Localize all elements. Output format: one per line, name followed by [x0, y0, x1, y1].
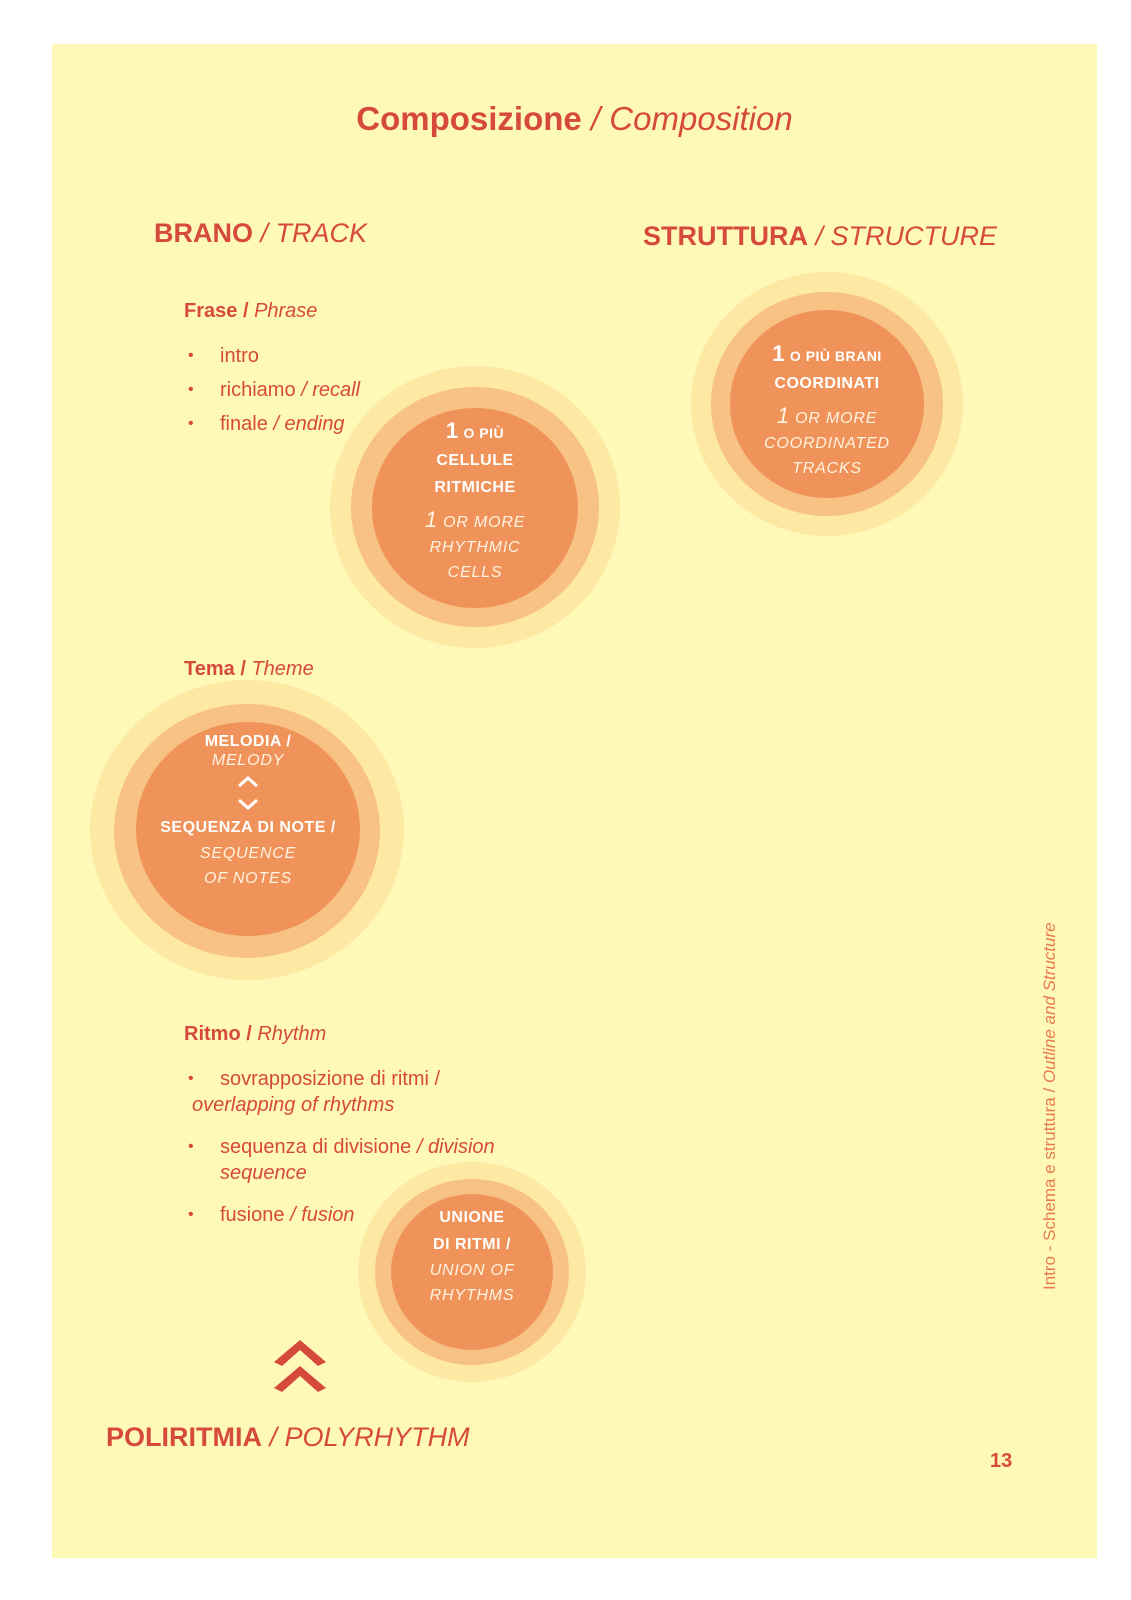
list-item: • richiamo / recall	[184, 377, 360, 403]
page: Composizione / Composition BRANO / TRACK STRUTTURA / STRUCTURE Frase / Phrase • intro • richiamo / recall • finale / ending 1 O PIÙ CELLULE RITMICHE 1 OR MORE RHYTHMIC CELLS 1 O PIÙ BRANI COORDINATI 1 OR MORE COORDINATED TRACKS Tema / Theme MELODIA / MELODY SEQUENZA DI NOTE / SEQUENCE OF NOTES Ritmo / Rhythm • sovrapposizione di ritmi / overlapping of rhythms • sequenza di divisione / division sequence • fusione / fusion UNIONE DI RITMI / UNION OF RHYTHMS POLIRITMIA / POLYRHYTHM	[52, 44, 1097, 1558]
heading-poliritmia: POLIRITMIA / POLYRHYTHM	[106, 1422, 470, 1452]
frase-list	[184, 343, 360, 445]
list-item: • sequenza di divisione / division sequence	[184, 1134, 564, 1186]
list-item: • sovrapposizione di ritmi / overlapping of rhythms	[184, 1066, 564, 1118]
list-item: • intro	[184, 343, 360, 369]
heading-ritmo: Ritmo / Rhythm	[184, 1023, 327, 1045]
page-number: 13	[990, 1450, 1013, 1472]
heading-struttura: STRUTTURA / STRUCTURE	[643, 221, 998, 251]
double-chevron-up-icon	[272, 1338, 328, 1396]
heading-brano: BRANO / TRACK	[154, 218, 368, 248]
heading-tema: Tema / Theme	[184, 658, 314, 680]
list-item: • finale / ending	[184, 411, 360, 437]
section-sidebar-label: Intro - Schema e struttura / Outline and Structure	[1040, 922, 1059, 1290]
page-title: Composizione / Composition	[356, 100, 793, 137]
heading-frase: Frase / Phrase	[184, 300, 318, 322]
double-arrow-icon	[235, 774, 261, 814]
list-item: • fusione / fusion	[184, 1202, 564, 1228]
